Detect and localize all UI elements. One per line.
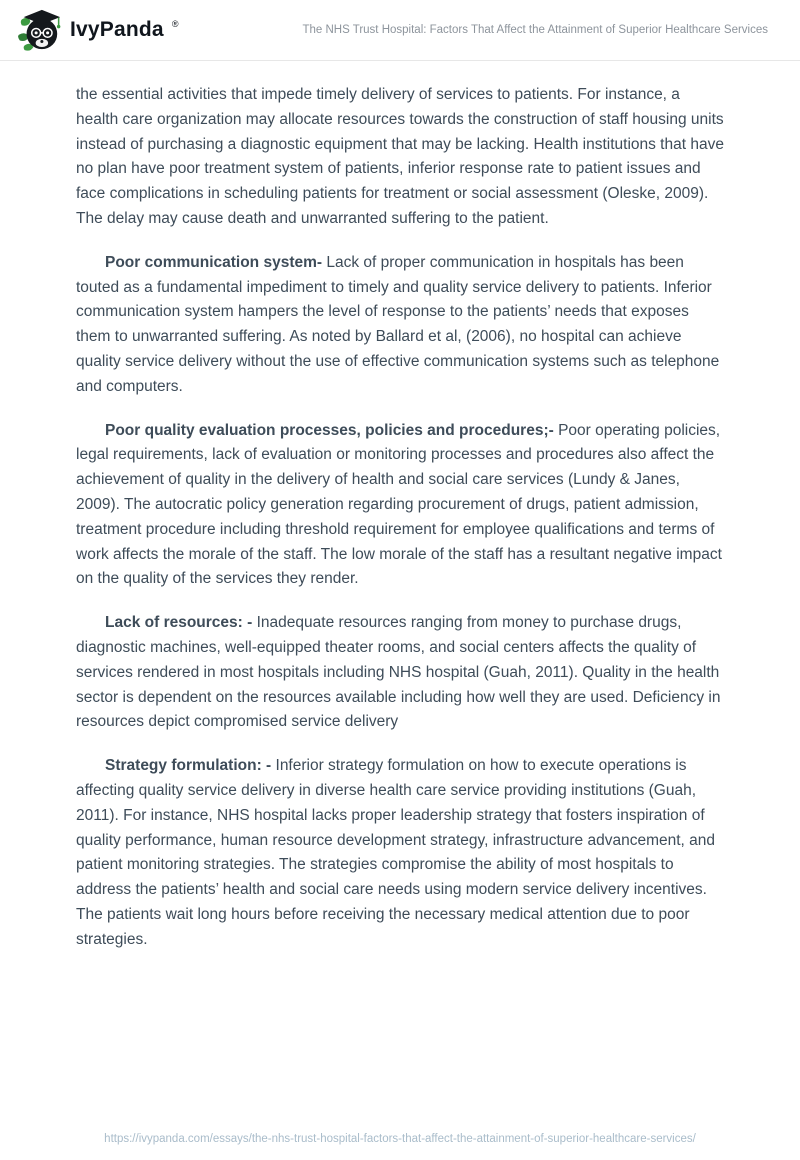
paragraph-resources bbox=[76, 611, 724, 735]
brand-name: IvyPanda bbox=[70, 18, 164, 41]
ivypanda-mascot-icon bbox=[16, 7, 62, 53]
paragraph-text: the essential activities that impede timely delivery of services to patients. For instance, a health care organization may allocate resources towards the construction of staff housing units instead of purchasing a diagnostic equipment that may be lacking. Health institutions that have no plan have poor treatment system of patients, inferior response rate to patient issues and face complications in scheduling patients for treatment or social assessment (Oleske, 2009). The delay may cause death and unwarranted suffering to the patient. bbox=[76, 86, 724, 227]
paragraph-text: Lack of proper communication in hospitals has been touted as a fundamental impediment to timely and quality service delivery to patients. Inferior communication system hampers the level of response to the patients’ needs that exposes them to unwarranted suffering. As noted by Ballard et al, (2006), no hospital can achieve quality service delivery without the use of effective communication systems such as telephone and computers. bbox=[76, 253, 720, 395]
essay-content bbox=[0, 61, 800, 953]
registered-trademark: ® bbox=[171, 19, 179, 29]
document-title: The NHS Trust Hospital: Factors That Affect the Attainment of Superior Healthcare Services bbox=[302, 23, 768, 36]
page-header bbox=[0, 0, 800, 61]
paragraph-lead: Lack of resources: - bbox=[105, 614, 253, 632]
paragraph-lead: Poor communication system- bbox=[105, 253, 323, 271]
paragraph-planning bbox=[76, 83, 724, 232]
brand-logo-link[interactable] bbox=[16, 7, 178, 53]
paragraph-communication bbox=[76, 251, 724, 400]
paragraph-strategy bbox=[76, 754, 724, 952]
source-url-link[interactable]: https://ivypanda.com/essays/the-nhs-trust-hospital-factors-that-affect-the-attainment-of-superior-healthcare-services/ bbox=[104, 1133, 696, 1145]
paragraph-text: Inadequate resources ranging from money to purchase drugs, diagnostic machines, well-equipped theater rooms, and social centers affects the quality of services rendered in most hospitals including NHS hospital (Guah, 2011). Quality in the health sector is dependent on the resources available including how well they are used. Deficiency in resources depict compromised service delivery bbox=[76, 614, 721, 731]
paragraph-lead: Strategy formulation: - bbox=[105, 757, 272, 775]
page-footer bbox=[0, 1129, 800, 1147]
paragraph-text: Poor operating policies, legal requirements, lack of evaluation or monitoring processes and procedures also affect the achievement of quality in the delivery of health and social care services (Lundy & Janes, 2009). The autocratic policy generation regarding procurement of drugs, patient admission, treatment procedure including threshold requirement for employee qualifications and terms of work affects the morale of the staff. The low morale of the staff has a resultant negative impact on the quality of the services they render. bbox=[76, 421, 722, 588]
paragraph-lead: Poor quality evaluation processes, policies and procedures;- bbox=[105, 421, 554, 439]
paragraph-text: Inferior strategy formulation on how to execute operations is affecting quality service delivery in diverse health care service providing institutions (Guah, 2011). For instance, NHS hospital lacks proper leadership strategy that fosters inspiration of quality performance, human resource development strategy, infrastructure advancement, and patient monitoring strategies. The strategies compromise the ability of most hospitals to address the patients’ health and social care needs using modern service delivery incentives. The patients wait long hours before receiving the necessary medical attention due to poor strategies. bbox=[76, 757, 715, 948]
paragraph-evaluation bbox=[76, 419, 724, 593]
